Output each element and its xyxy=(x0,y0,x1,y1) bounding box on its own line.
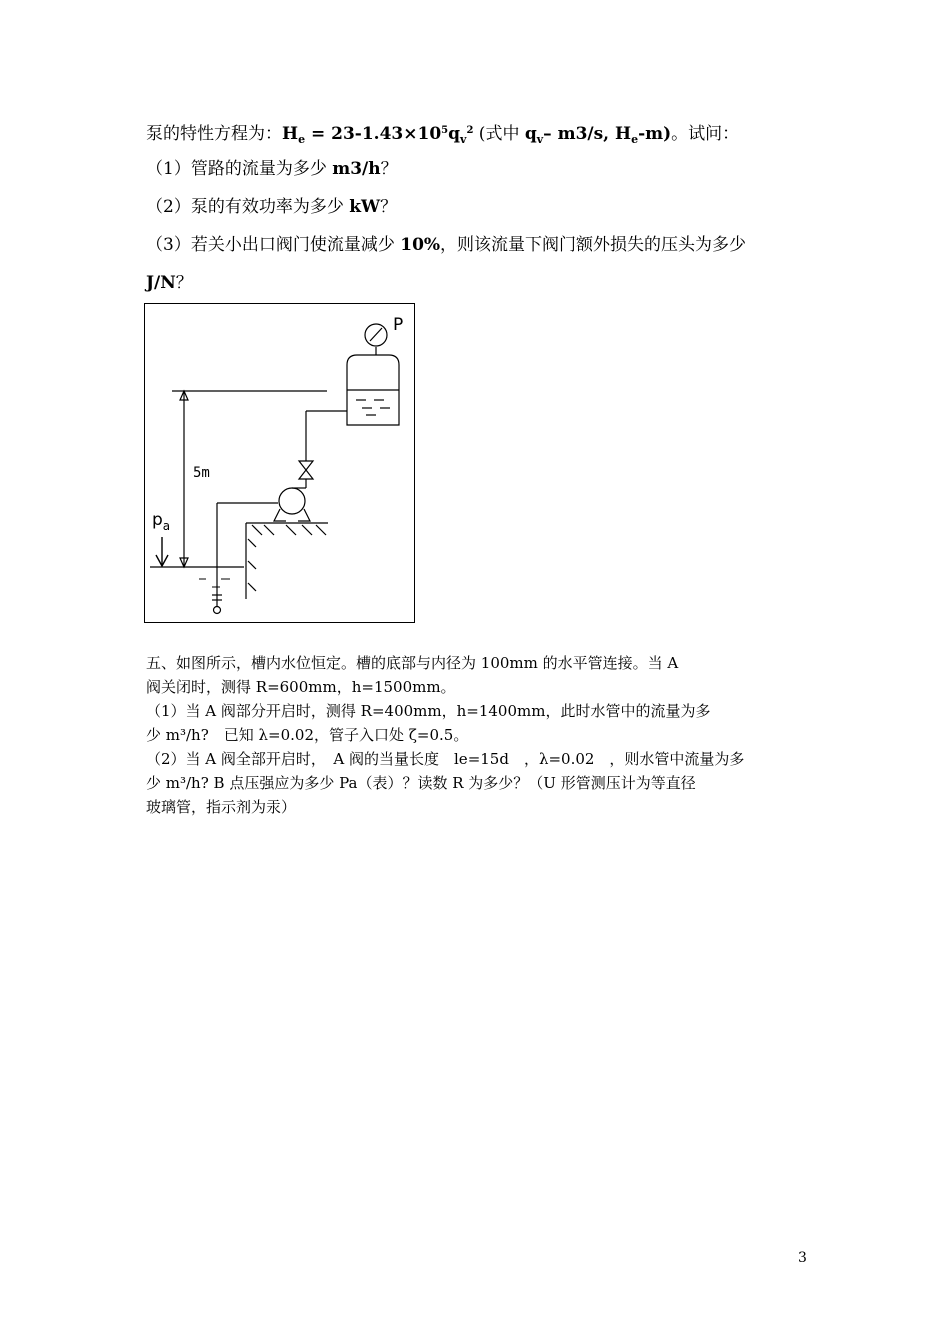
q1-end: ？ xyxy=(380,159,398,179)
q2-number: （2） xyxy=(146,197,191,217)
exponent-5: 5 xyxy=(441,125,449,136)
pump-equation-line xyxy=(146,120,739,151)
water-marks xyxy=(199,579,230,587)
section5-line4: 少 m³/h? 已知 λ=0.02，管子入口处 ζ=0.5。 xyxy=(146,726,469,744)
section5-line7: 玻璃管，指示剂为汞） xyxy=(146,798,297,816)
question-3-cont xyxy=(146,272,193,294)
label-5m: 5m xyxy=(193,465,210,481)
question-2 xyxy=(146,196,397,218)
note-open: (式中 xyxy=(473,124,525,144)
q1-number: （1） xyxy=(146,159,191,179)
q3-end: ？ xyxy=(175,273,193,293)
section5-line1: 五、如图所示，槽内水位恒定。槽的底部与内径为 100mm 的水平管连接。当 A xyxy=(146,654,679,672)
unit-note-end: -m) xyxy=(638,124,672,144)
section5-line3: （1）当 A 阀部分开启时，测得 R=400mm，h=1400mm，此时水管中的流量为多 xyxy=(146,702,711,720)
pa-arrow xyxy=(156,537,168,566)
q1-unit: m3/h xyxy=(332,159,381,179)
q2-unit: kW xyxy=(349,197,381,217)
pressure-gauge-icon xyxy=(365,324,387,355)
suction-pipe xyxy=(212,503,278,614)
section5-line5: （2）当 A 阀全部开启时， A 阀的当量长度 le=15d ，λ=0.02 ，则水管中流量为多 xyxy=(146,750,745,768)
question-lead: 。试问： xyxy=(671,124,740,144)
tank xyxy=(347,355,399,425)
discharge-pipe xyxy=(306,411,347,488)
q-letter: q xyxy=(448,124,461,144)
he-subscript: e xyxy=(298,133,306,146)
pump-system-diagram xyxy=(144,303,415,623)
equation-body: = 23-1.43×10 xyxy=(305,124,442,144)
label-p: P xyxy=(393,315,404,335)
unit-note: – m3/s, H xyxy=(543,124,632,144)
he-symbol xyxy=(282,124,305,144)
q2-text: 泵的有效功率为多少 xyxy=(190,197,350,217)
q3-text2: ，则该流量下阀门额外损失的压头为多少 xyxy=(440,235,747,255)
question-3 xyxy=(146,234,746,256)
q3-number: （3） xyxy=(146,235,191,255)
dimension-5m xyxy=(180,391,188,567)
pump-icon xyxy=(274,488,310,521)
question-1 xyxy=(146,158,398,180)
q-subscript: v xyxy=(460,133,467,146)
q3-unit: J/N xyxy=(146,273,176,293)
q3-percent: 10% xyxy=(400,235,441,255)
he2-subscript: e xyxy=(631,133,639,146)
page-number: 3 xyxy=(798,1250,807,1266)
foundation xyxy=(246,523,328,599)
q1-text: 管路的流量为多少 xyxy=(190,159,333,179)
equation-lead: 泵的特性方程为： xyxy=(146,124,282,144)
figure-frame xyxy=(145,304,415,623)
he-letter: H xyxy=(282,124,299,144)
q2-end: ？ xyxy=(380,197,398,217)
q2-subscript: v xyxy=(536,133,544,146)
section5-line6: 少 m³/h? B 点压强应为多少 Pa（表）？读数 R 为多少？（U 形管测压计为等直径 xyxy=(146,774,696,792)
q2-letter: q xyxy=(524,124,537,144)
square-exponent: 2 xyxy=(466,125,474,136)
section5-line2: 阀关闭时，测得 R=600mm，h=1500mm。 xyxy=(146,678,456,696)
label-pa: $p_a$ xyxy=(152,510,171,533)
q3-text: 若关小出口阀门使流量减少 xyxy=(190,235,401,255)
valve-icon xyxy=(299,461,313,479)
